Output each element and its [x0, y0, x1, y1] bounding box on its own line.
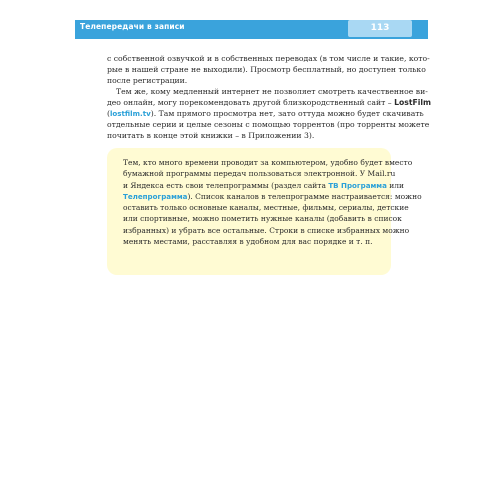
text-line: Телепрограмма). Список каналов в телепрограмме настраивается: можно: [123, 191, 422, 201]
text-line: (lostfilm.tv). Там прямого просмотра нет, зато оттуда можно будет скачивать: [107, 109, 424, 118]
text-line: Тем, кто много времени проводит за компьютером, удобно будет вместо: [123, 158, 413, 167]
text-line: Тем же, кому медленный интернет не позволяет смотреть качественное ви-: [116, 87, 428, 96]
text-line: избранных) и убрать все остальные. Строки в списке избранных можно: [123, 225, 410, 235]
text-line: после регистрации.: [107, 76, 188, 85]
paragraph-lostfilm: [107, 86, 432, 141]
tip-text: [123, 157, 422, 247]
text-line: оставить только основные каналы, местные, фильмы, сериалы, детские: [123, 203, 409, 213]
text-line: почитать в конце этой книжки – в Приложении 3).: [107, 131, 315, 140]
text-line: с собственной озвучкой и в собственных переводах (в том числе и такие, кото-: [107, 54, 430, 63]
text-line: и Яндекса есть свои телепрограммы (раздел сайта ТВ Программа или: [123, 180, 405, 190]
text-line: део онлайн, могу порекомендовать другой близкородственный сайт – LostFilm: [107, 98, 432, 107]
link-lostfilm[interactable]: lostfilm.tv: [110, 109, 151, 118]
paragraph-registration: [107, 53, 430, 86]
text-line: или спортивные, можно пометить нужные каналы (добавить в список: [123, 214, 402, 224]
page-number: 113: [370, 23, 390, 33]
text-line: бумажной программы передач пользоваться электронной. У Mail.ru: [123, 169, 396, 179]
text-line: менять местами, расставляя в удобном для вас порядке и т. п.: [123, 237, 373, 247]
link-teleprogramma[interactable]: Телепрограмма: [123, 191, 188, 201]
text-line: рые в нашей стране не выходили). Просмотр бесплатный, но доступен только: [107, 65, 426, 74]
brand-lostfilm: LostFilm: [394, 98, 432, 107]
text-line: отдельные серии и целые сезоны с помощью торрентов (про торренты можете: [107, 120, 430, 129]
link-tv-programma[interactable]: ТВ Программа: [328, 180, 387, 190]
section-title: Телепередачи в записи: [80, 22, 185, 31]
